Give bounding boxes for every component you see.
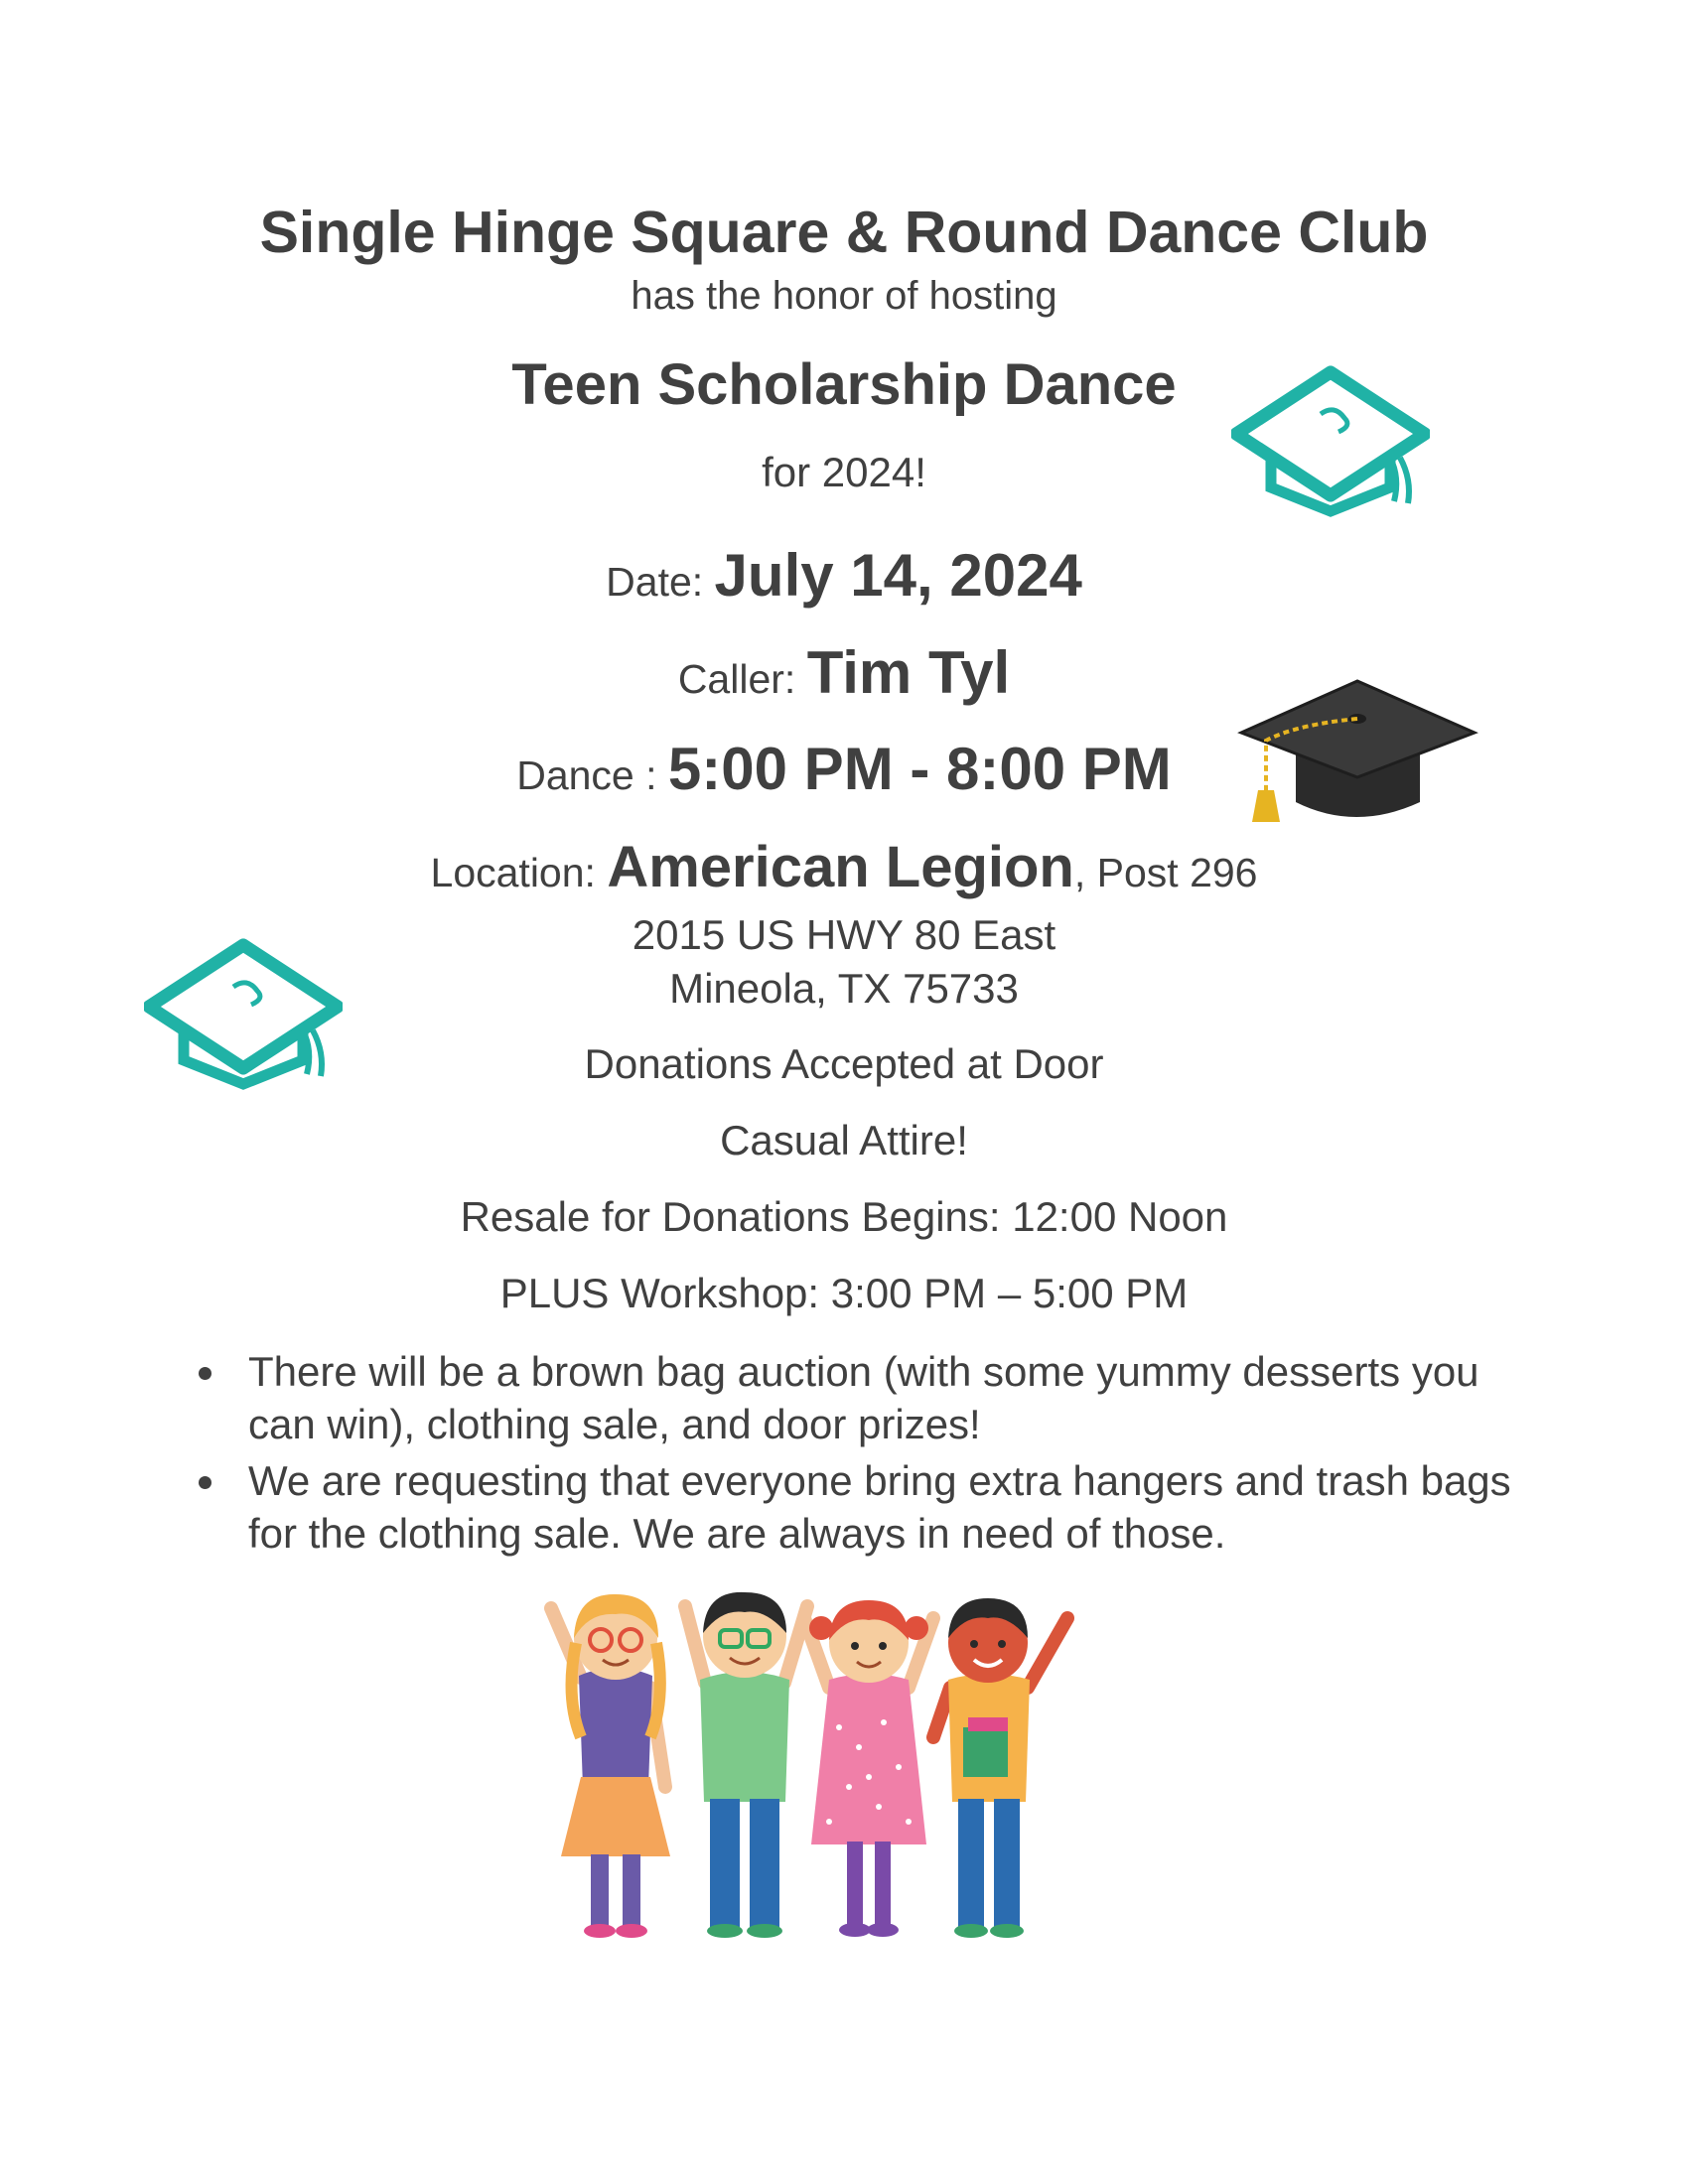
- event-name: Teen Scholarship Dance: [511, 352, 1177, 417]
- date-label: Date:: [606, 559, 715, 605]
- info-workshop: PLUS Workshop: 3:00 PM – 5:00 PM: [499, 1270, 1189, 1316]
- dance-value: 5:00 PM - 8:00 PM: [667, 736, 1172, 802]
- bullet-text: We are requesting that everyone bring extra hangers and trash bags for the clothing sale. We are always in need of those.: [248, 1457, 1511, 1557]
- child-figure: [804, 1600, 933, 1937]
- child-figure: [685, 1592, 807, 1938]
- bullet-dot-icon: [199, 1476, 211, 1489]
- children-illustration: [541, 1588, 1137, 1946]
- hosting-subtitle: has the honor of hosting: [631, 274, 1057, 318]
- list-item: [199, 1345, 1519, 1450]
- teal-graduation-cap-icon: [144, 935, 343, 1094]
- location-suffix: , Post 296: [1073, 850, 1258, 895]
- bullet-dot-icon: [199, 1367, 211, 1380]
- bullet-text: There will be a brown bag auction (with some yummy desserts you can win), clothing sale, and door prizes!: [248, 1348, 1479, 1447]
- date-line: [0, 541, 1688, 610]
- caller-label: Caller:: [677, 656, 807, 702]
- child-figure: [551, 1594, 670, 1938]
- event-year: for 2024!: [762, 449, 926, 495]
- child-figure: [933, 1598, 1067, 1938]
- teal-graduation-cap-icon: [1231, 362, 1430, 521]
- info-attire: Casual Attire!: [720, 1117, 968, 1163]
- bullet-list: [199, 1345, 1519, 1564]
- dance-label: Dance :: [516, 752, 668, 798]
- location-line: [0, 834, 1688, 900]
- club-title: Single Hinge Square & Round Dance Club: [259, 200, 1429, 265]
- address-line-2: Mineola, TX 75733: [669, 965, 1019, 1012]
- list-item: [199, 1454, 1519, 1560]
- black-graduation-cap-icon: [1236, 673, 1479, 842]
- info-resale: Resale for Donations Begins: 12:00 Noon: [460, 1193, 1228, 1240]
- date-value: July 14, 2024: [714, 542, 1082, 609]
- address-line-1: 2015 US HWY 80 East: [632, 911, 1056, 958]
- info-donations: Donations Accepted at Door: [584, 1040, 1104, 1087]
- location-label: Location:: [430, 850, 608, 895]
- caller-value: Tim Tyl: [806, 639, 1011, 706]
- location-value: American Legion: [607, 835, 1074, 899]
